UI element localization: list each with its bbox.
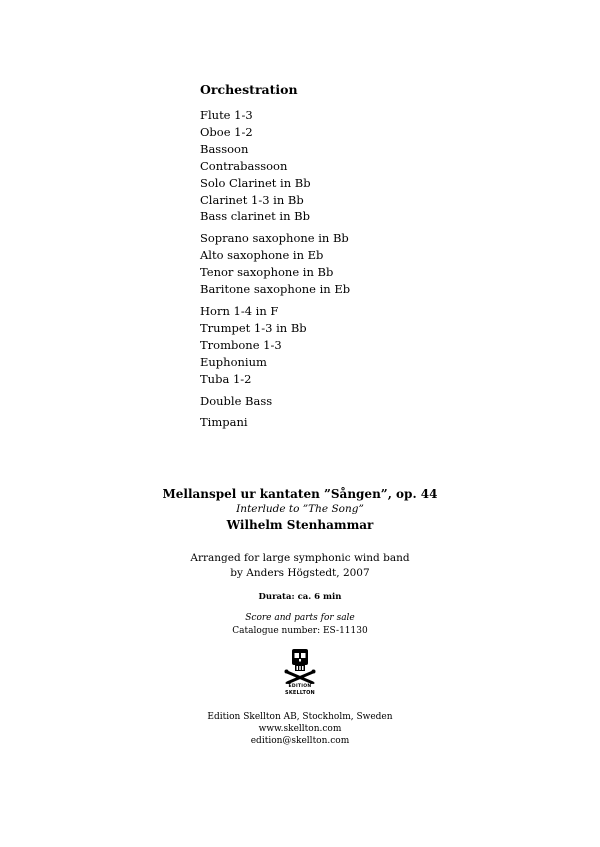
instrument-item: Timpani bbox=[200, 415, 248, 430]
duration: Durata: ca. 6 min bbox=[258, 592, 342, 602]
orchestration-heading: Orchestration bbox=[200, 82, 298, 97]
instrument-item: Bassoon bbox=[200, 141, 249, 156]
orchestration-section bbox=[200, 82, 350, 436]
instrument-group-brass bbox=[200, 303, 350, 388]
instrument-item: Double Bass bbox=[200, 393, 273, 408]
sale-note: Score and parts for sale bbox=[245, 613, 355, 623]
instrument-item: Alto saxophone in Eb bbox=[200, 248, 324, 263]
instrument-item: Clarinet 1-3 in Bb bbox=[200, 192, 304, 207]
work-subtitle: Interlude to ”The Song” bbox=[236, 503, 364, 515]
instrument-item: Euphonium bbox=[200, 354, 267, 369]
instrument-item: Bass clarinet in Bb bbox=[200, 209, 310, 224]
instrument-group-strings bbox=[200, 393, 350, 410]
edition-skellton-logo bbox=[282, 647, 318, 699]
instrument-item: Soprano saxophone in Bb bbox=[200, 231, 349, 246]
instrument-item: Baritone saxophone in Eb bbox=[200, 282, 351, 297]
logo-text-edition: EDITION bbox=[288, 684, 312, 689]
instrument-group-saxophones bbox=[200, 230, 350, 298]
arranger-line: by Anders Högstedt, 2007 bbox=[230, 566, 370, 579]
instrument-item: Tenor saxophone in Bb bbox=[200, 265, 334, 280]
publisher-website: www.skellton.com bbox=[258, 724, 342, 734]
instrument-item: Trombone 1-3 bbox=[200, 337, 282, 352]
arrangement-info bbox=[0, 551, 600, 580]
composer-name: Wilhelm Stenhammar bbox=[226, 518, 374, 532]
skull-icon bbox=[282, 647, 318, 684]
instrument-item: Tuba 1-2 bbox=[200, 371, 252, 386]
instrument-item: Horn 1-4 in F bbox=[200, 303, 279, 318]
instrument-item: Contrabassoon bbox=[200, 158, 288, 173]
instrument-group-woodwinds bbox=[200, 107, 350, 225]
catalogue-number: Catalogue number: ES-11130 bbox=[232, 626, 368, 636]
instrument-group-percussion bbox=[200, 414, 350, 431]
work-title: Mellanspel ur kantaten ”Sången”, op. 44 bbox=[162, 487, 438, 501]
publisher-name: Edition Skellton AB, Stockholm, Sweden bbox=[207, 712, 393, 722]
instrument-item: Solo Clarinet in Bb bbox=[200, 175, 311, 190]
logo-text-skellton: SKELLTON bbox=[285, 690, 315, 696]
arrangement-line: Arranged for large symphonic wind band bbox=[190, 552, 410, 564]
instrument-item: Flute 1-3 bbox=[200, 108, 253, 122]
publisher-email: edition@skellton.com bbox=[250, 736, 350, 746]
instrument-item: Oboe 1-2 bbox=[200, 124, 253, 139]
instrument-item: Trumpet 1-3 in Bb bbox=[200, 320, 307, 335]
